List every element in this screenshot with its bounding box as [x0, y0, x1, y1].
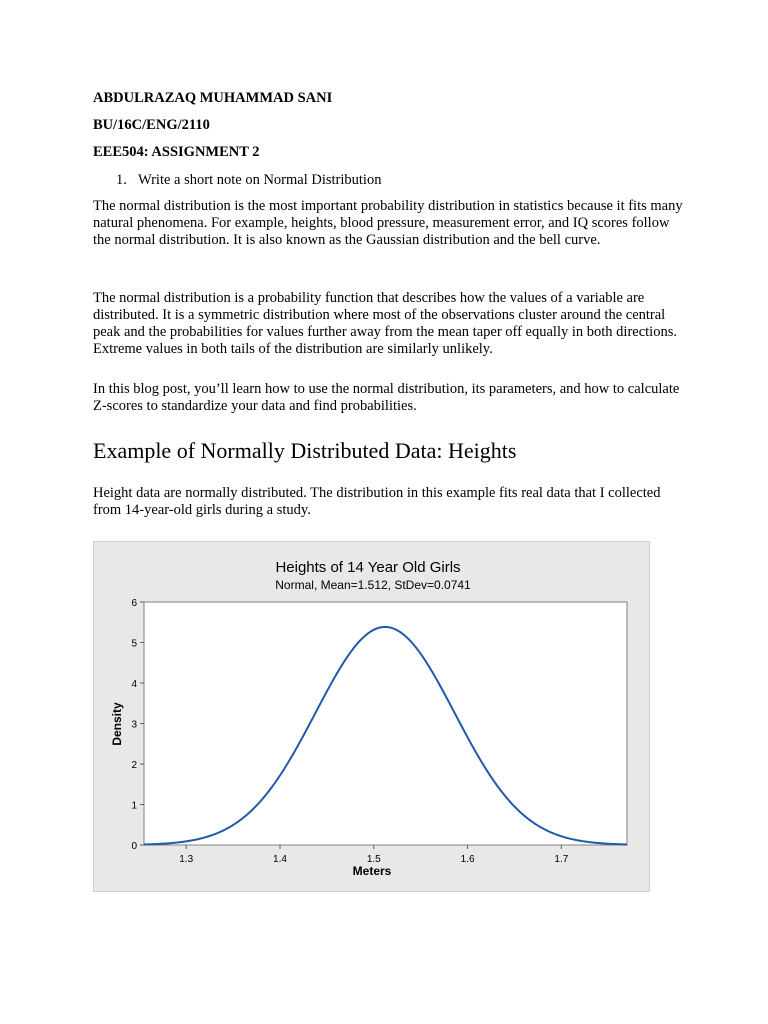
plot-area [144, 602, 627, 845]
assignment-title: EEE504: ASSIGNMENT 2 [93, 144, 260, 160]
question-text: Write a short note on Normal Distribution [138, 172, 382, 188]
y-axis [131, 598, 144, 852]
y-axis-label: Density [110, 702, 124, 746]
section-heading: Example of Normally Distributed Data: Heights [93, 438, 517, 463]
x-tick-label: 1.5 [366, 854, 381, 865]
author-name: ABDULRAZAQ MUHAMMAD SANI [93, 90, 333, 106]
question-item [116, 171, 381, 189]
y-tick-label: 4 [131, 679, 137, 690]
paragraph-text: The normal distribution is a probability function that describes how the values of a variable are distributed. It is a symmetric distribution where most of the observations cluster around the central peak and the probabilities for values further away from the mean taper off equally in both directions. Extreme values in both tails of the distribution are similarly unlikely. [93, 290, 677, 357]
registration-number: BU/16C/ENG/2110 [93, 117, 210, 133]
x-tick-label: 1.6 [460, 854, 475, 865]
normal-distribution-chart [94, 542, 651, 893]
x-tick-label: 1.4 [273, 854, 287, 865]
chart-subtitle: Normal, Mean=1.512, StDev=0.0741 [275, 578, 471, 592]
paragraph-text: In this blog post, you’ll learn how to use the normal distribution, its parameters, and how to calculate Z-scores to standardize your data and find probabilities. [93, 381, 680, 414]
paragraph-3 [93, 381, 683, 415]
chart-title: Heights of 14 Year Old Girls [275, 559, 461, 576]
y-tick-label: 6 [131, 598, 137, 609]
y-tick-label: 2 [131, 760, 137, 771]
question-number: 1. [116, 172, 127, 188]
section-paragraph [93, 485, 683, 519]
y-tick-label: 0 [131, 841, 137, 852]
x-tick-label: 1.3 [179, 854, 194, 865]
paragraph-2 [93, 290, 683, 358]
x-axis-label: Meters [352, 864, 392, 878]
y-tick-label: 5 [131, 638, 137, 650]
section-paragraph-text: Height data are normally distributed. The distribution in this example fits real data that I collected from 14-year-old girls during a study. [93, 485, 661, 518]
x-tick-label: 1.7 [554, 854, 569, 865]
paragraph-1 [93, 198, 683, 249]
x-axis [179, 845, 568, 865]
y-tick-label: 1 [131, 800, 137, 812]
y-tick-label: 3 [131, 719, 137, 731]
chart-panel [93, 541, 650, 892]
paragraph-text: The normal distribution is the most important probability distribution in statistics because it fits many natural phenomena. For example, heights, blood pressure, measurement error, and IQ scores follow the normal distribution. It is also known as the Gaussian distribution and the bell curve. [93, 198, 683, 248]
